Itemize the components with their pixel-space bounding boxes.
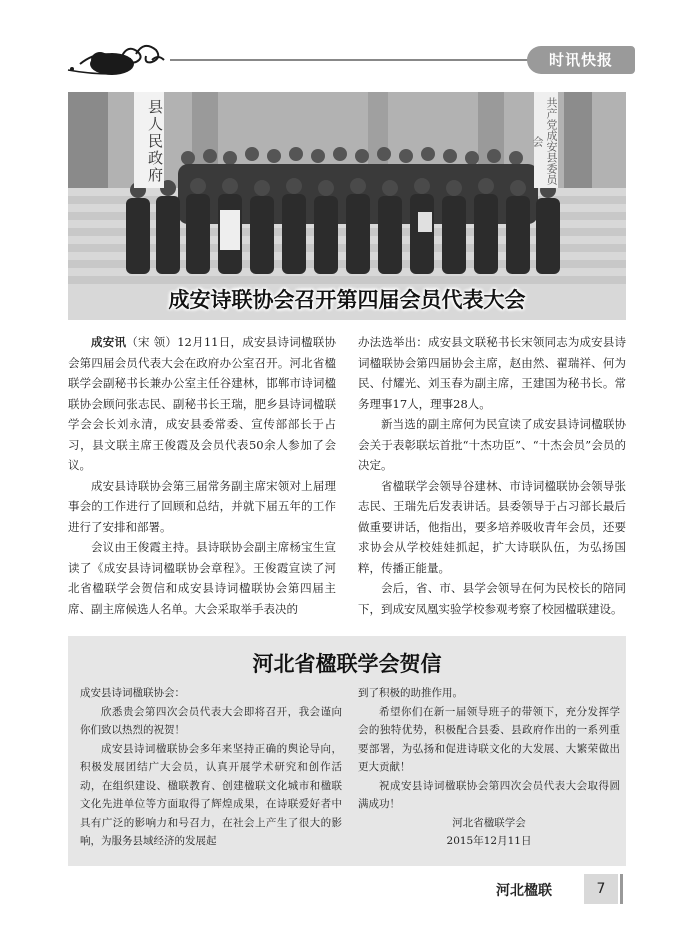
letter-signature: 河北省楹联学会 (452, 816, 526, 829)
letter-paragraph: 欣悉贵会第四次会员代表大会即将召开，我会谨向你们致以热烈的祝贺！ (80, 705, 342, 736)
page-footer (496, 874, 636, 904)
letter-column-right (358, 684, 620, 851)
header-rule (170, 59, 585, 61)
party-committee-sign: 共产党成安县委员会 (534, 92, 558, 188)
page-number: 7 (584, 874, 618, 904)
letter-paragraph: 希望你们在新一届领导班子的带领下，充分发挥学会的独特优势，积极配合县委、县政府作出的一系列重要部署，为弘扬和促进诗联文化的大发展、大繁荣做出更大贡献！ (358, 705, 620, 773)
page-header (60, 40, 635, 80)
article-paragraph: 办法选举出：成安县文联秘书长宋领同志为成安县诗词楹联协会第四届协会主席，赵由然、翟瑞祥、何为民、付耀光、刘玉春为副主席，王建国为秘书长。常务理事17人，理事28人。 (358, 335, 626, 411)
letter-paragraph: 到了积极的助推作用。 (358, 687, 463, 699)
letter-column-left (80, 684, 342, 851)
article-paragraph: 成安县诗联协会第三届常务副主席宋领对上届理事会的工作进行了回顾和总结，并就下届五年的工作进行了安排和部署。 (68, 478, 336, 534)
cloud-ornament-icon (60, 40, 170, 80)
letter-salutation: 成安县诗词楹联协会： (80, 687, 185, 699)
letter-date: 2015年12月11日 (446, 835, 532, 847)
letter-paragraph: 祝成安县诗词楹联协会第四次会员代表大会取得圆满成功！ (358, 779, 620, 810)
government-sign: 县人民政府 (134, 92, 164, 188)
article-paragraph: 成安讯（宋 领）12月11日，成安县诗词楹联协会第四届会员代表大会在政府办公室召开。河北省楹联学会副秘书长兼办公室主任谷建林，邯郸市诗词楹联协会顾问张志民、副秘书长王瑞，肥乡县诗词楹联学会会长刘永清，成安县委常委、宣传部部长于占习，县文联主席王俊霞及会员代表50余人参加了会议。 (68, 335, 337, 472)
article-paragraph: 会议由王俊霞主持。县诗联协会副主席杨宝生宣读了《成安县诗词楹联协会章程》。王俊霞宣读了河北省楹联学会贺信和成安县诗词楹联协会第四届主席、副主席候选人名单。大会采取举手表决的 (68, 540, 336, 616)
section-tag: 时讯快报 (527, 46, 635, 74)
article-paragraph: 省楹联学会领导谷建林、市诗词楹联协会领导张志民、王瑞先后发表讲话。县委领导于占习部长最后做重要讲话，他指出，要多培养吸收青年会员，还要求协会从学校娃娃抓起，扩大诗联队伍，为弘扬国粹，传播正能量。 (358, 478, 626, 575)
footer-bar (620, 874, 623, 904)
photo-caption-headline: 成安诗联协会召开第四届会员代表大会 (168, 288, 526, 312)
article-column-left (68, 332, 336, 619)
article-paragraph: 会后，省、市、县学会领导在何为民校长的陪同下，到成安凤凰实验学校参观考察了校园楹联建设。 (358, 581, 626, 616)
congratulatory-letter-box (68, 636, 626, 866)
article-paragraph: 新当选的副主席何为民宣读了成安县诗词楹联协会关于表彰联坛首批“十杰功臣”、“十杰会员”会员的决定。 (358, 417, 626, 472)
group-photo (68, 92, 626, 320)
article-column-right (358, 332, 626, 619)
letter-title: 河北省楹联学会贺信 (252, 652, 442, 676)
publication-name: 河北楹联 (496, 883, 552, 899)
letter-paragraph: 成安县诗词楹联协会多年来坚持正确的舆论导向，积极发展团结广大会员，认真开展学术研究和创作活动，在组织建设、楹联教育、创建楹联文化城市和楹联文化先进单位等方面取得了辉煌成果，在诗联爱好者中具有广泛的影响力和号召力，在社会上产生了很大的影响，为服务县域经济的发展起 (80, 742, 342, 847)
dateline: 成安讯 (91, 335, 127, 349)
